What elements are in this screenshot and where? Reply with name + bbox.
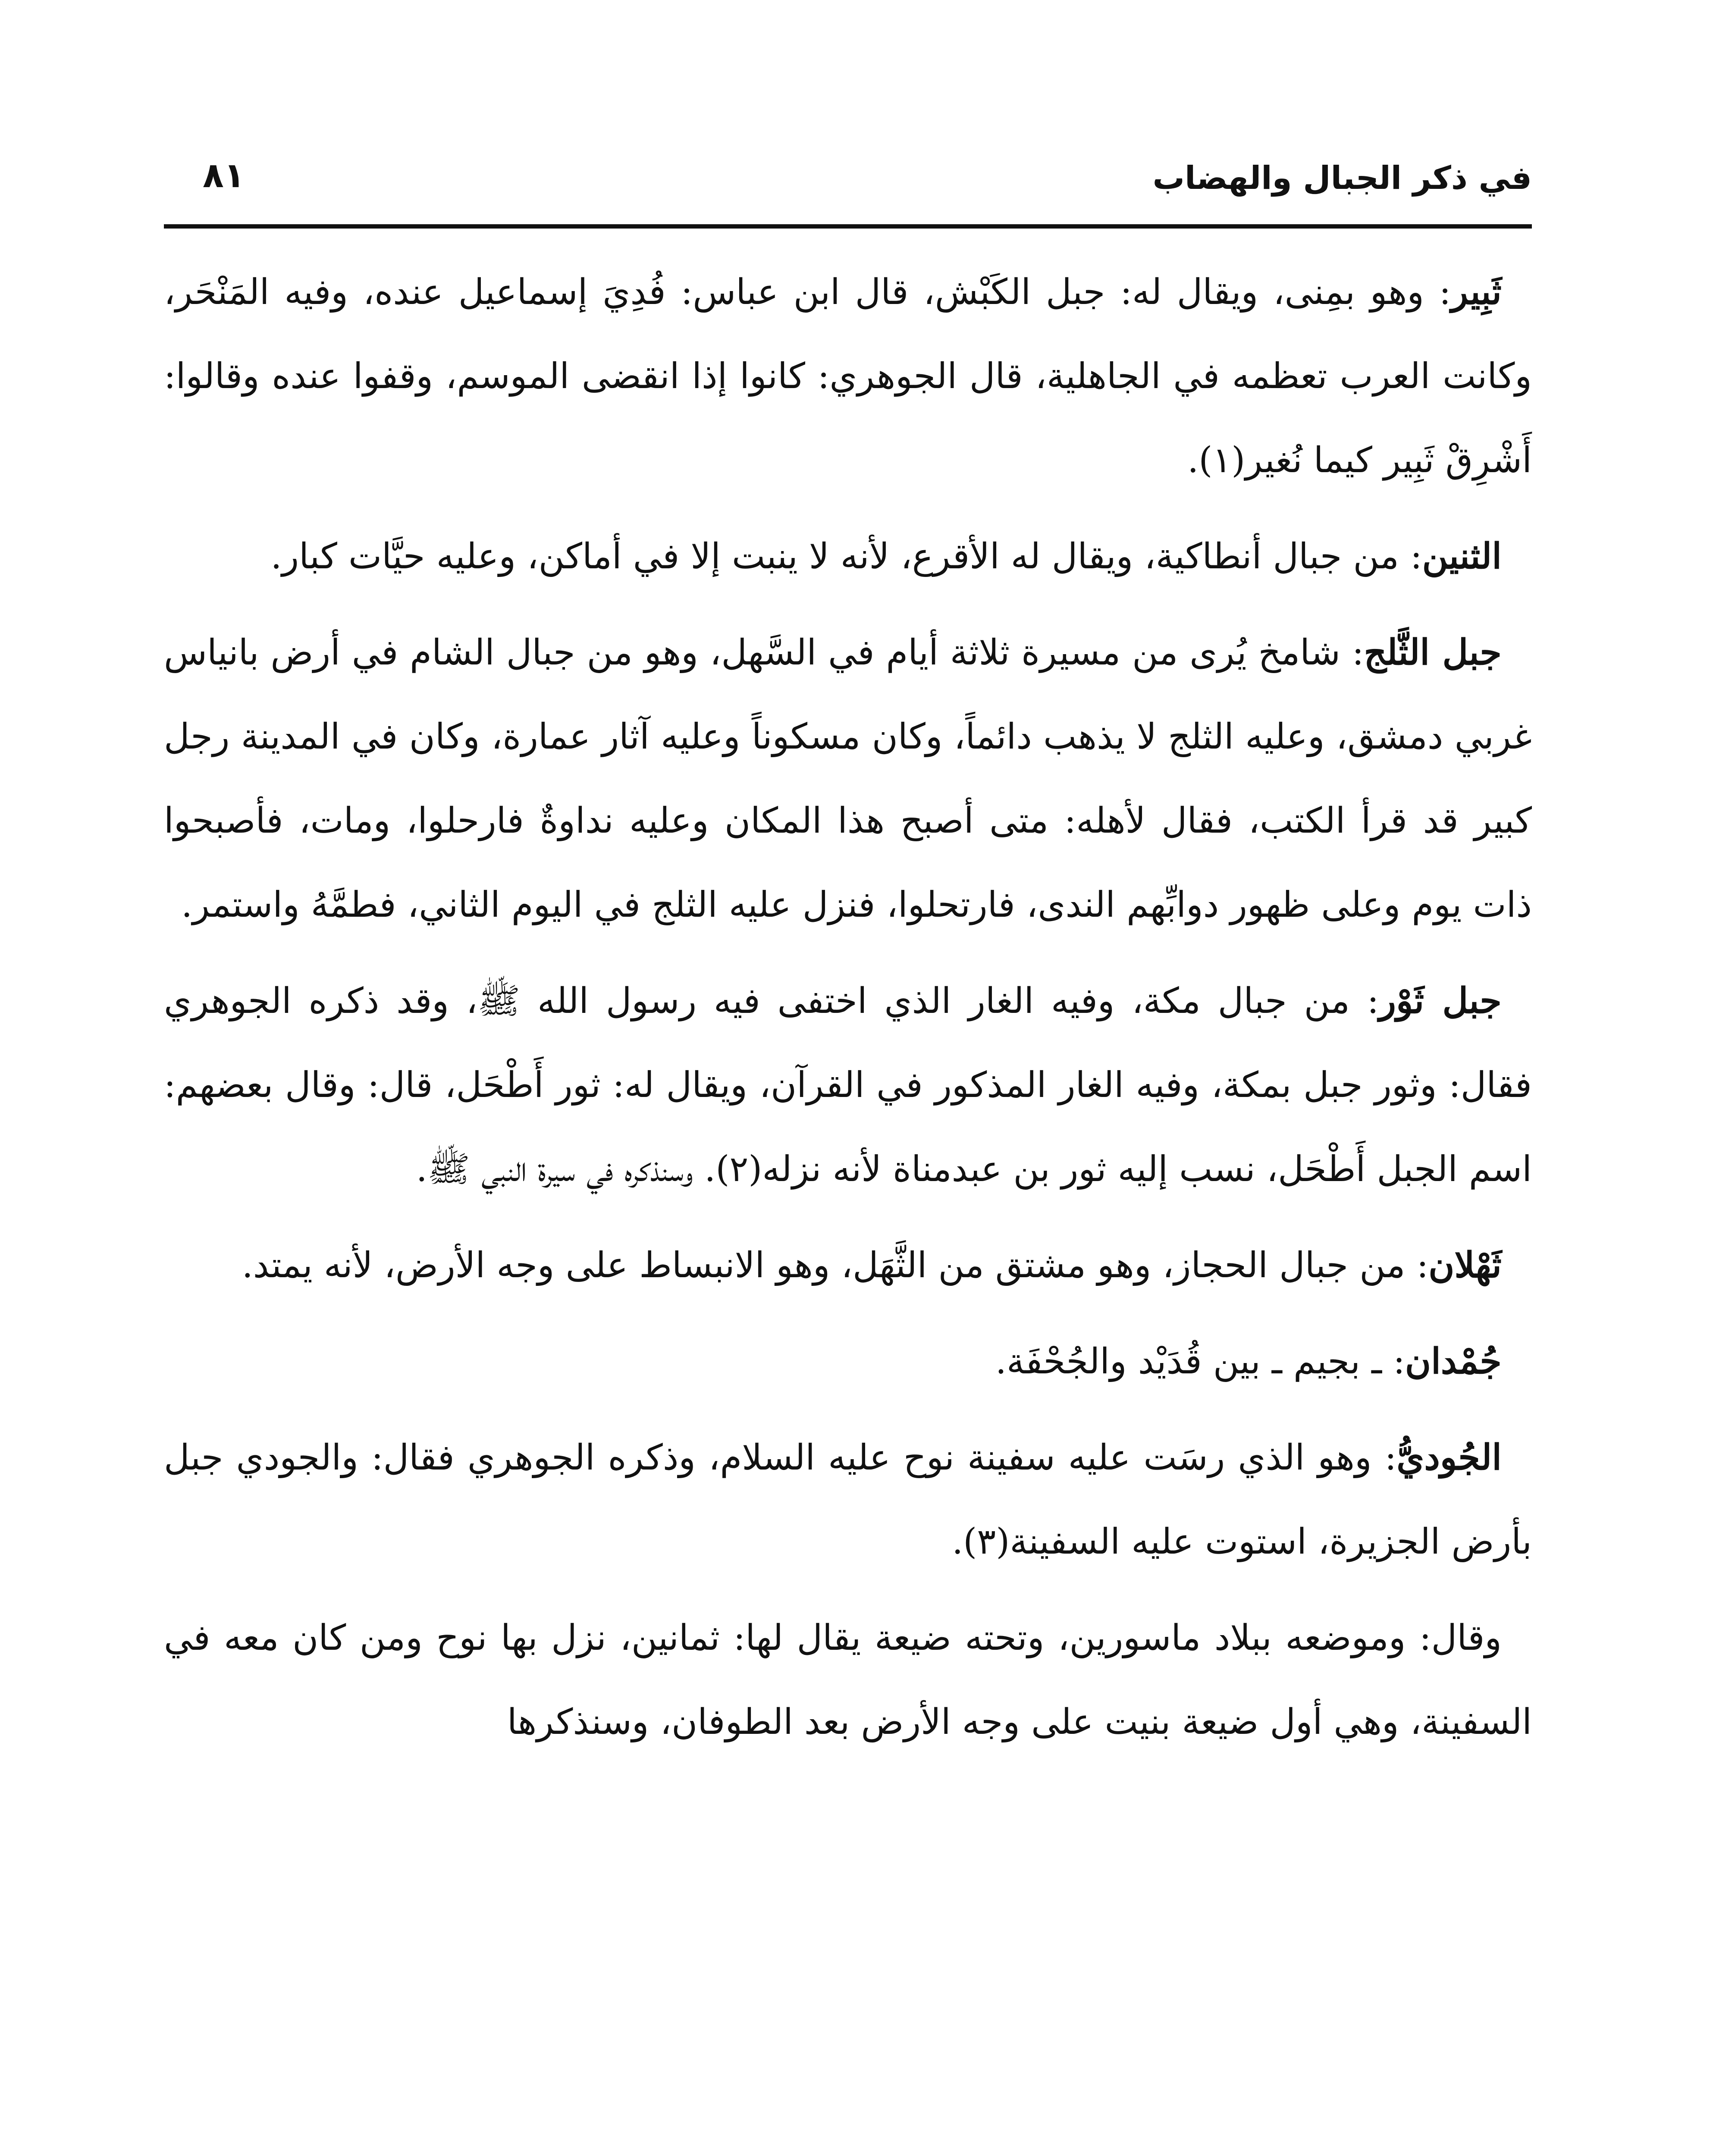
entry-jabal-althalj [164, 611, 1532, 947]
entry-thahlan [164, 1223, 1532, 1307]
entry-jumdan [164, 1319, 1532, 1404]
entry-text: : ـ بجيم ـ بين قُدَيْد والجُحْفَة. [995, 1341, 1405, 1382]
main-text [164, 250, 1532, 1776]
entry-thabir [164, 250, 1532, 502]
entry-text: : شامخ يُرى من مسيرة ثلاثة أيام في السَّهل، وهو من جبال الشام في أرض بانياس غربي دمشق، وعليه الثلج لا يذهب دائماً، وكان مسكوناً وعليه آثار عمارة، وكان في المدينة رجل كبير قد قرأ الكتب، فقال لأهله: متى أصبح هذا المكان وعليه نداوةٌ فارحلوا، ومات، فأصبحوا ذات يوم وعلى ظهور دوابِّهم الندى، فارتحلوا، فنزل عليه الثلج في اليوم الثاني، فطمَّهُ واستمر. [164, 632, 1532, 925]
entry-term: الثنين [1422, 536, 1502, 577]
entry-term: جبل ثَوْر [1379, 980, 1502, 1022]
entry-continuation [164, 1596, 1532, 1764]
entry-term: جبل الثَّلج [1364, 632, 1502, 673]
entry-term: ثَهْلان [1428, 1244, 1502, 1286]
entry-text: : من جبال مكة، وفيه الغار الذي اختفى فيه رسول الله ﷺ، وقد ذكره الجوهري فقال: وثور جبل بمكة، وفيه الغار المذكور في القرآن، ويقال له: ثور أَطْحَل، قال: وقال بعضهم: اسم الجبل أَطْحَل، نسب إليه ثور بن عبدمناة لأنه نزله(٢). وسنذكره في سيرة النبي ﷺ. [164, 981, 1532, 1190]
page-number: ٨١ [203, 155, 245, 195]
entry-term: الجُوديُّ [1396, 1437, 1502, 1478]
entry-text: : وهو الذي رسَت عليه سفينة نوح عليه السلام، وذكره الجوهري فقال: والجودي جبل بأرض الجزيرة، استوت عليه السفينة(٣). [164, 1437, 1532, 1562]
page-header [164, 147, 1532, 216]
running-title: في ذكر الجبال والهضاب [1152, 160, 1532, 197]
entry-aljudi [164, 1416, 1532, 1584]
entry-term: ثَبِير [1451, 271, 1502, 313]
entry-jabal-thawr [164, 959, 1532, 1211]
header-divider [164, 224, 1532, 229]
entry-text: : من جبال الحجاز، وهو مشتق من الثَّهَل، وهو الانبساط على وجه الأرض، لأنه يمتد. [242, 1245, 1429, 1286]
entry-althanin [164, 514, 1532, 599]
entry-text: وقال: وموضعه ببلاد ماسورين، وتحته ضيعة يقال لها: ثمانين، نزل بها نوح ومن كان معه في السفينة، وهي أول ضيعة بنيت على وجه الأرض بعد الطوفان، وسنذكرها [164, 1617, 1532, 1742]
entry-text: : وهو بمِنى، ويقال له: جبل الكَبْش، قال ابن عباس: فُدِيَ إسماعيل عنده، وفيه المَنْحَر، وكانت العرب تعظمه في الجاهلية، قال الجوهري: كانوا إذا انقضى الموسم، وقفوا عنده وقالوا: أَشْرِقْ ثَبِير كيما نُغير(١). [164, 272, 1532, 481]
entry-text: : من جبال أنطاكية، ويقال له الأقرع، لأنه لا ينبت إلا في أماكن، وعليه حيَّات كبار. [270, 536, 1422, 577]
entry-term: جُمْدان [1405, 1341, 1502, 1382]
